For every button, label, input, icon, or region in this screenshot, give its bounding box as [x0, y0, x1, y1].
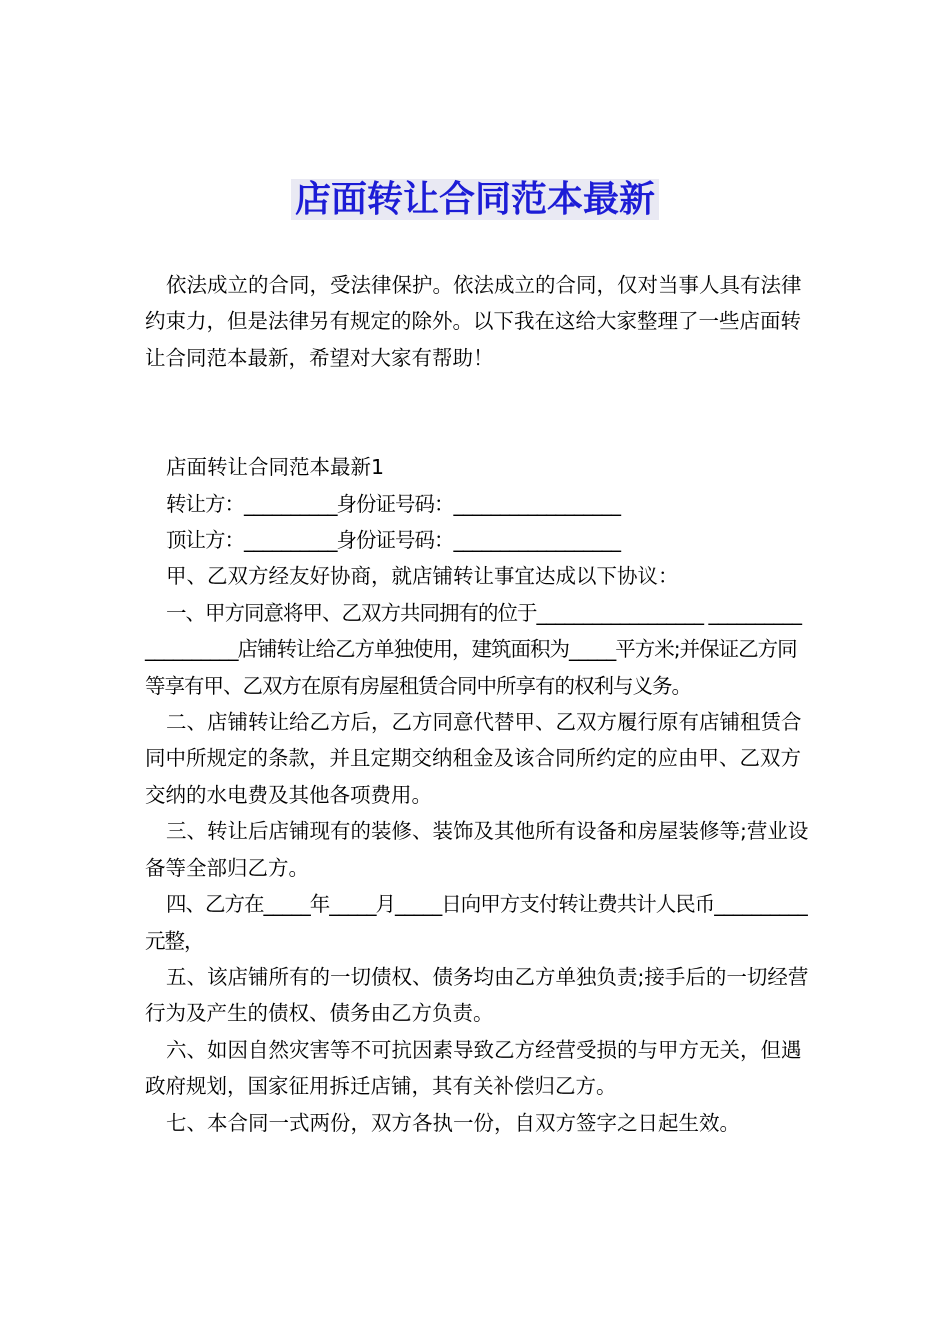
clause-3: 三、转让后店铺现有的装修、装饰及其他所有设备和房屋装修等;营业设备等全部归乙方。 [145, 819, 809, 880]
transferor-line: 转让方：__________身份证号码：__________________ [166, 491, 620, 516]
clause-1: 一、甲方同意将甲、乙双方共同拥有的位于__________________ ____________________店铺转让给乙方单独使用，建筑面积为_____平方米;并保证乙方同等享有甲、乙双方在原有房屋租赁合同中所享有的权利与义务。 [145, 600, 802, 698]
agreement-line: 甲、乙双方经友好协商，就店铺转让事宜达成以下协议： [166, 564, 679, 589]
transferee-line: 顶让方：__________身份证号码：__________________ [166, 528, 620, 553]
clause-2: 二、店铺转让给乙方后，乙方同意代替甲、乙双方履行原有店铺租赁合同中所规定的条款，并且定期交纳租金及该合同所约定的应由甲、乙双方交纳的水电费及其他各项费用。 [145, 710, 802, 807]
document-title [0, 174, 950, 226]
section-heading: 店面转让合同范本最新1 [166, 455, 385, 480]
paragraph-spacer [145, 376, 809, 449]
clause-4: 四、乙方在_____年_____月_____日向甲方支付转让费共计人民币__________元整， [145, 892, 807, 953]
document-body [145, 267, 809, 1141]
clause-6: 六、如因自然灾害等不可抗因素导致乙方经营受损的与甲方无关，但遇政府规划，国家征用拆迁店铺，其有关补偿归乙方。 [145, 1037, 802, 1099]
clause-5: 五、该店铺所有的一切债权、债务均由乙方单独负责;接手后的一切经营行为及产生的债权、债务由乙方负责。 [145, 964, 809, 1026]
document-title-text: 店面转让合同范本最新 [291, 179, 659, 220]
clause-7: 七、本合同一式两份，双方各执一份，自双方签字之日起生效。 [166, 1110, 740, 1135]
intro-paragraph: 依法成立的合同，受法律保护。依法成立的合同，仅对当事人具有法律约束力，但是法律另有规定的除外。以下我在这给大家整理了一些店面转让合同范本最新，希望对大家有帮助！ [145, 273, 802, 370]
